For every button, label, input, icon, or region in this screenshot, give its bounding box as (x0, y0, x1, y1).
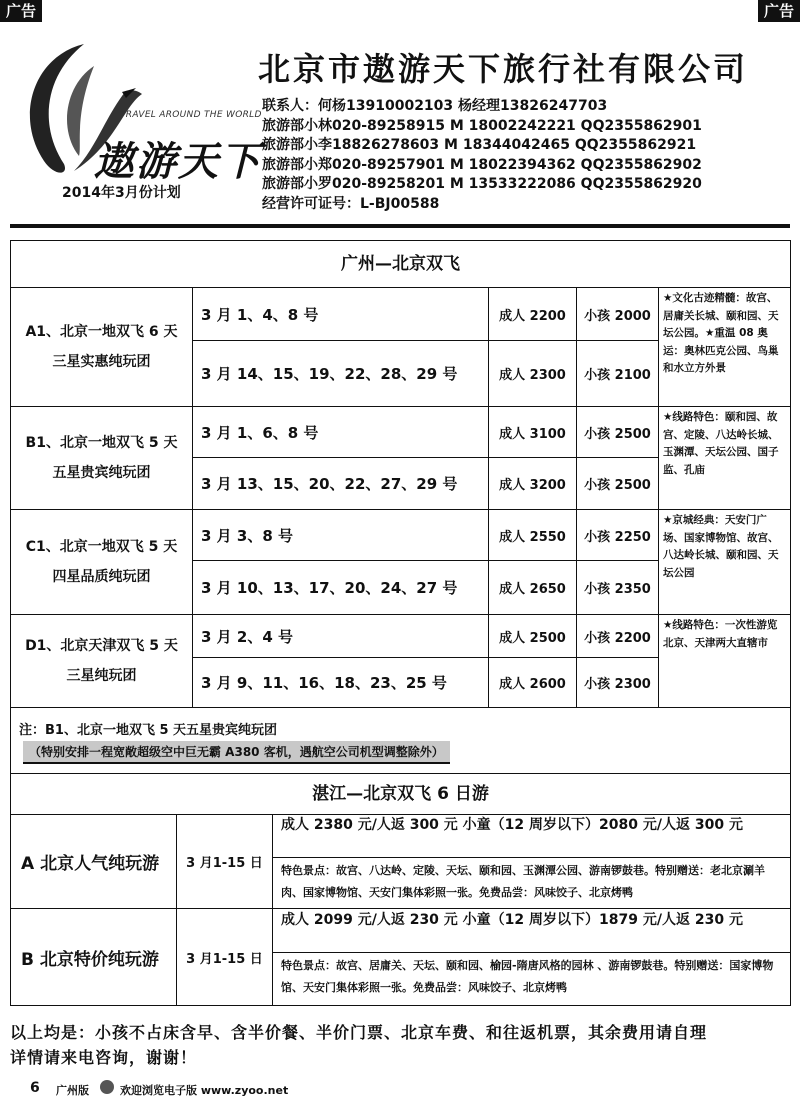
tour-group (11, 909, 790, 1005)
route-features: ★京城经典：天安门广场、国家博物馆、故宫、八达岭长城、颐和园、天坛公园 (663, 514, 779, 579)
child-price: 小孩 2000 (577, 288, 659, 340)
logo-tagline: TRAVEL AROUND THE WORLD (120, 110, 262, 120)
section-title-guangzhou: 广州—北京双飞 (11, 241, 790, 288)
footer-line: 以上均是：小孩不占床含早、含半价餐、半价门票、北京车费、和往返机票，其余费用请自理 (10, 1023, 708, 1042)
note-highlight: （特别安排一程宽敞超级空中巨无霸 A380 客机，遇航空公司机型调整除外） (23, 741, 450, 764)
contact-line: 旅游部小李18826278603 M 18344042465 QQ2355862921 (262, 137, 697, 153)
page-number: 6 (30, 1080, 40, 1096)
contact-line: 经营许可证号：L-BJ00588 (262, 195, 440, 212)
date-cell: 3 月 2、4 号 (193, 615, 489, 657)
section-title-zhanjiang: 湛江—北京双飞 6 日游 (11, 773, 790, 815)
footer-line: 详情请来电咨询，谢谢！ (10, 1048, 198, 1067)
route-features: ★线路特色：一次性游览北京、天津两大直辖市 (663, 619, 778, 649)
tour-group (11, 510, 790, 615)
adult-price: 成人 2650 (489, 561, 577, 614)
contact-line: 旅游部小郑020-89257901 M 18022394362 QQ2355862902 (262, 156, 702, 173)
tour-group (11, 407, 790, 510)
contact-list (262, 97, 702, 214)
tour-name: B 北京特价纯玩游 (11, 909, 177, 1005)
date-cell: 3 月 1、6、8 号 (193, 407, 489, 457)
route-name: A1、北京一地双飞 6 天 三星实惠纯玩团 (11, 288, 193, 406)
contact-line: 联系人：何杨13910002103 杨经理13826247703 (262, 98, 608, 114)
adult-price: 成人 2550 (489, 510, 577, 560)
route-name: B1、北京一地双飞 5 天 五星贵宾纯玩团 (11, 407, 193, 509)
website-link[interactable]: 欢迎浏览电子版 www.zyoo.net (120, 1084, 289, 1097)
adult-price: 成人 3100 (489, 407, 577, 457)
tour-price: 成人 2380 元/人返 300 元 小童（12 周岁以下）2080 元/人返 300 元 (273, 814, 790, 858)
tour-table (10, 240, 791, 1006)
header-divider (10, 224, 790, 228)
tour-price: 成人 2099 元/人返 230 元 小童（12 周岁以下）1879 元/人返 230 元 (273, 909, 790, 953)
edition-label: 广州版 (56, 1084, 89, 1097)
child-price: 小孩 2100 (577, 341, 659, 406)
date-cell: 3 月 3、8 号 (193, 510, 489, 560)
note-text: 注：B1、北京一地双飞 5 天五星贵宾纯玩团 (19, 723, 278, 738)
child-price: 小孩 2500 (577, 458, 659, 509)
contact-line: 旅游部小罗020-89258201 M 13533222086 QQ2355862920 (262, 176, 702, 192)
route-name: D1、北京天津双飞 5 天 三星纯玩团 (11, 615, 193, 707)
date-cell: 3 月 13、15、20、22、27、29 号 (193, 458, 489, 509)
route-features: ★线路特色：颐和园、故宫、定陵、八达岭长城、玉渊潭、天坛公园、国子监、孔庙 (663, 411, 779, 476)
ad-label-right: 广告 (758, 0, 800, 22)
adult-price: 成人 2500 (489, 615, 577, 657)
company-name: 北京市遨游天下旅行社有限公司 (258, 50, 749, 88)
plan-month: 2014年3月份计划 (62, 185, 181, 201)
date-cell: 3 月 14、15、19、22、28、29 号 (193, 341, 489, 406)
adult-price: 成人 2200 (489, 288, 577, 340)
tour-dates: 3 月1-15 日 (177, 814, 273, 908)
tour-features: 特色景点：故宫、八达岭、定陵、天坛、颐和园、玉渊潭公园、游南锣鼓巷。特别赠送：老北京涮羊肉、国家博物馆、天安门集体彩照一张。免费品尝：风味饺子、北京烤鸭 (281, 864, 765, 899)
tour-features: 特色景点：故宫、居庸关、天坛、颐和园、榆园-隋唐风格的园林 、游南锣鼓巷。特别赠送：国家博物馆、天安门集体彩照一张。免费品尝：风味饺子、北京烤鸭 (281, 959, 774, 994)
date-cell: 3 月 10、13、17、20、24、27 号 (193, 561, 489, 614)
child-price: 小孩 2350 (577, 561, 659, 614)
contact-line: 旅游部小林020-89258915 M 18002242221 QQ2355862901 (262, 117, 702, 134)
page-footer-bar (0, 1078, 800, 1100)
date-cell: 3 月 1、4、8 号 (193, 288, 489, 340)
tour-name: A 北京人气纯玩游 (11, 814, 177, 908)
adult-price: 成人 2600 (489, 658, 577, 707)
logo-name: 遨游天下 (94, 139, 262, 185)
child-price: 小孩 2250 (577, 510, 659, 560)
footer-note (10, 1020, 707, 1070)
child-price: 小孩 2500 (577, 407, 659, 457)
date-cell: 3 月 9、11、16、18、23、25 号 (193, 658, 489, 707)
ad-label-left: 广告 (0, 0, 42, 22)
tour-dates: 3 月1-15 日 (177, 909, 273, 1005)
route-name: C1、北京一地双飞 5 天 四星品质纯玩团 (11, 510, 193, 614)
adult-price: 成人 2300 (489, 341, 577, 406)
emblem-icon (100, 1080, 114, 1094)
child-price: 小孩 2200 (577, 615, 659, 657)
route-features: ★文化古迹精髓：故宫、居庸关长城、颐和园、天坛公园。★重温 08 奥运：奥林匹克公园、鸟巢和水立方外景 (663, 292, 779, 374)
tour-group (11, 288, 790, 407)
child-price: 小孩 2300 (577, 658, 659, 707)
tour-group (11, 615, 790, 708)
tour-group (11, 814, 790, 909)
adult-price: 成人 3200 (489, 458, 577, 509)
